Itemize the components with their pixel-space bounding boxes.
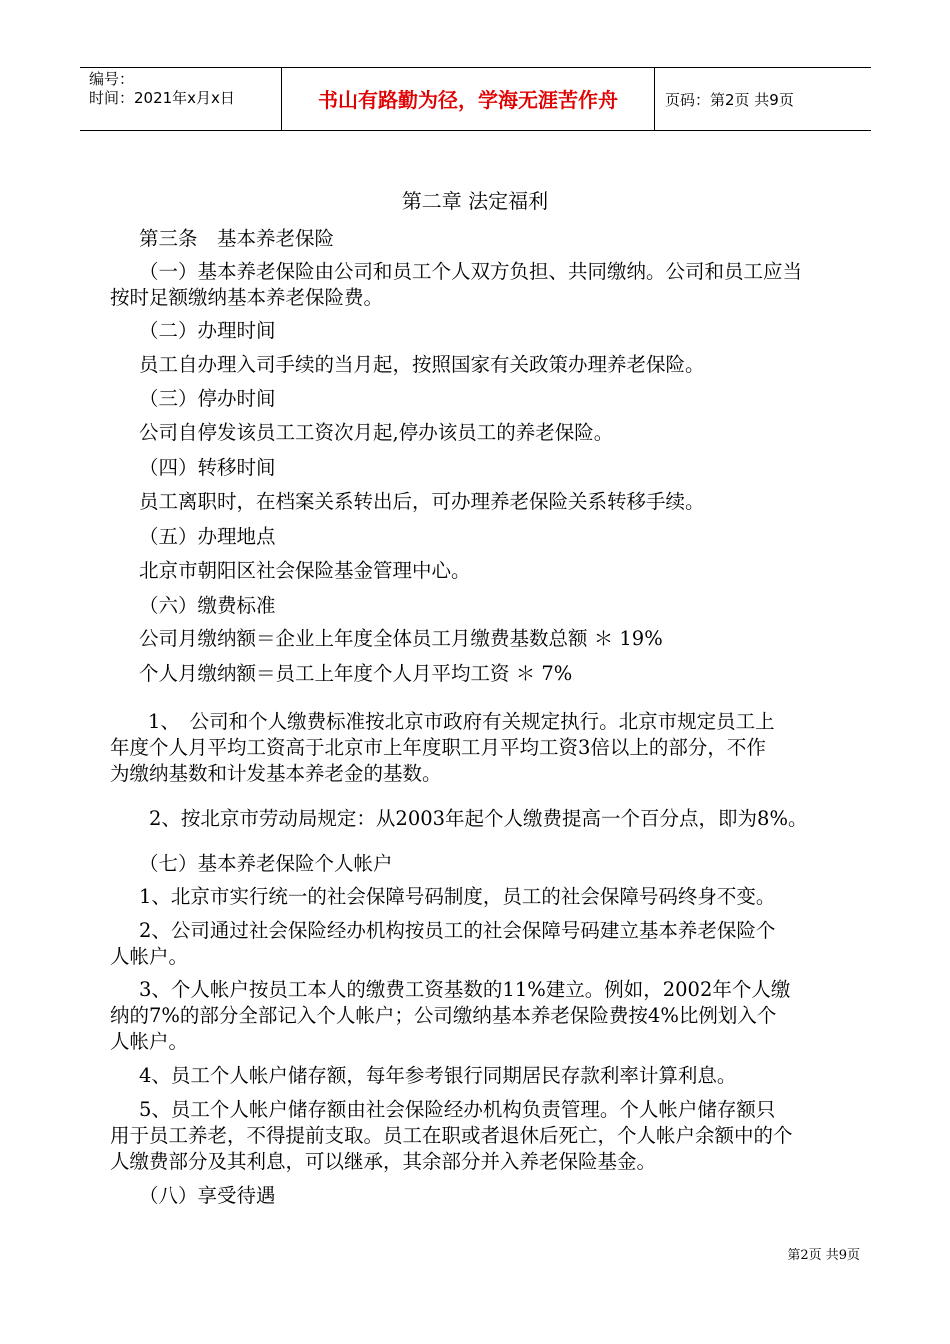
paragraph-line: 年度个人月平均工资高于北京市上年度职工月平均工资3倍以上的部分，不作 [110,736,766,759]
paragraph-line: 2、按北京市劳动局规定：从2003年起个人缴费提高一个百分点，即为8%。 [149,807,808,830]
paragraph-line: 1、 公司和个人缴费标准按北京市政府有关规定执行。北京市规定员工上 [148,710,775,733]
paragraph-line: （五）办理地点 [139,525,276,548]
paragraph-line: 2、公司通过社会保险经办机构按员工的社会保障号码建立基本养老保险个 [139,919,776,942]
paragraph-line: 1、北京市实行统一的社会保障号码制度，员工的社会保障号码终身不变。 [139,885,776,908]
paragraph-line: （一）基本养老保险由公司和员工个人双方负担、共同缴纳。公司和员工应当 [139,260,803,283]
paragraph-line: 3、个人帐户按员工本人的缴费工资基数的11%建立。例如，2002年个人缴 [139,978,791,1001]
header-motto: 书山有路勤为径，学海无涯苦作舟 [318,88,618,112]
paragraph-line: 4、员工个人帐户储存额，每年参考银行同期居民存款利率计算利息。 [139,1064,737,1087]
paragraph-line: （四）转移时间 [139,456,276,479]
paragraph-line: （八）享受待遇 [139,1184,276,1207]
paragraph-line: 公司自停发该员工工资次月起,停办该员工的养老保险。 [139,421,614,444]
paragraph-line: 人缴费部分及其利息，可以继承，其余部分并入养老保险基金。 [110,1150,657,1173]
article-title: 第三条 基本养老保险 [139,227,335,250]
header-page-number: 页码：第2页 共9页 [665,91,794,109]
paragraph-line: 为缴纳基数和计发基本养老金的基数。 [110,762,442,785]
paragraph-line: 公司月缴纳额＝企业上年度全体员工月缴费基数总额 ＊ 19% [139,627,663,650]
paragraph-line: 个人月缴纳额＝员工上年度个人月平均工资 ＊ 7% [139,662,573,685]
document-number-label: 编号： [89,70,135,88]
paragraph-line: （三）停办时间 [139,387,276,410]
paragraph-line: （六）缴费标准 [139,594,276,617]
paragraph-line: 人帐户。 [110,945,189,968]
paragraph-line: 员工自办理入司手续的当月起，按照国家有关政策办理养老保险。 [139,353,705,376]
paragraph-line: 按时足额缴纳基本养老保险费。 [110,286,384,309]
paragraph-line: 用于员工养老，不得提前支取。员工在职或者退休后死亡，个人帐户余额中的个 [110,1124,793,1147]
document-date-label: 时间：2021年x月x日 [89,89,235,107]
paragraph-line: 5、员工个人帐户储存额由社会保险经办机构负责管理。个人帐户储存额只 [139,1098,776,1121]
paragraph-line: 北京市朝阳区社会保险基金管理中心。 [139,559,471,582]
paragraph-line: （二）办理时间 [139,319,276,342]
paragraph-line: 纳的7%的部分全部记入个人帐户；公司缴纳基本养老保险费按4%比例划入个 [110,1004,777,1027]
chapter-title: 第二章 法定福利 [401,189,549,213]
paragraph-line: 人帐户。 [110,1030,189,1053]
page-footer-number: 第2页 共9页 [787,1248,860,1263]
paragraph-line: 员工离职时，在档案关系转出后，可办理养老保险关系转移手续。 [139,490,705,513]
paragraph-line: （七）基本养老保险个人帐户 [139,852,393,875]
